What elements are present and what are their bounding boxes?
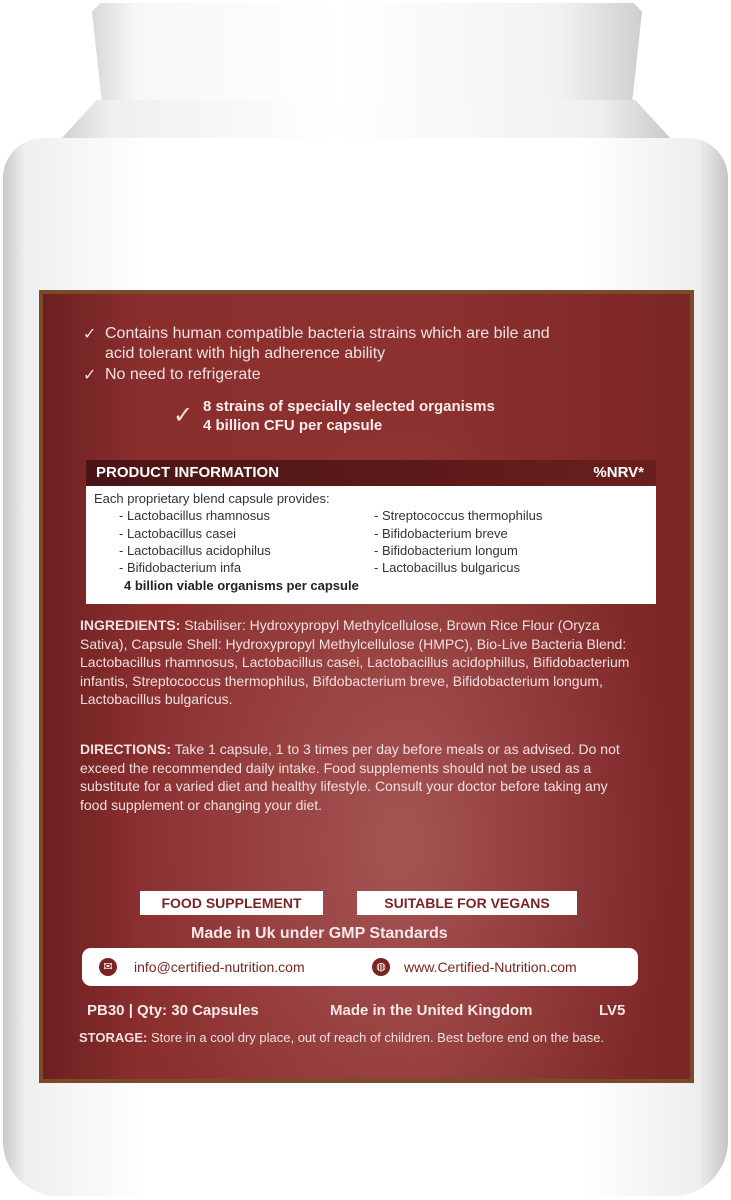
vegan-badge: SUITABLE FOR VEGANS [357, 891, 577, 915]
check-icon: ✓ [83, 326, 97, 343]
strain-right: - Bifidobacterium longum [374, 543, 518, 558]
strain-right: - Lactobacillus bulgaricus [374, 560, 520, 575]
email-icon: ✉ [99, 958, 117, 976]
strain-left: - Bifidobacterium infa [119, 560, 242, 575]
storage-section [79, 1029, 679, 1047]
storage-label: STORAGE: [79, 1030, 148, 1045]
product-information-table [86, 460, 656, 604]
contact-website[interactable]: www.Certified-Nutrition.com [404, 959, 577, 975]
strain-right: - Bifidobacterium breve [374, 526, 508, 541]
made-in-uk: Made in the United Kingdom [330, 1002, 533, 1019]
directions-text: Take 1 capsule, 1 to 3 times per day before meals or as advised. Do not exceed the recommended daily intake. Food supplements should not be used as a substitute for a varied diet and healthy lifestyle. Consult your doctor before taking any food supplement or changing your diet. [80, 741, 620, 813]
nrv-label: %NRV* [593, 464, 644, 481]
ingredients-text: Stabiliser: Hydroxypropyl Methylcellulose, Brown Rice Flour (Oryza Sativa), Capsule Shell: Hydroxypropyl Methylcellulose (HMPC), Bio-Live Bacteria Blend: Lactobacillus rhamnosus, Lactobacillus casei, Lactobacillus acidophillus, Bifidobacterium infantis, Streptococcus thermophilus, Bifdobacterium breve, Bifidobacterium longum, Lactobacillus bulgaricus. [80, 617, 630, 708]
strain-right: - Streptococcus thermophilus [374, 508, 543, 523]
contact-email[interactable]: info@certified-nutrition.com [134, 959, 305, 975]
strain-left: - Lactobacillus casei [119, 526, 237, 541]
gmp-statement: Made in Uk under GMP Standards [191, 925, 448, 942]
product-information-title: PRODUCT INFORMATION [96, 464, 280, 481]
product-code-qty: PB30 | Qty: 30 Capsules [87, 1002, 259, 1019]
lot-code: LV5 [599, 1002, 626, 1019]
benefit-line-1: Contains human compatible bacteria strains which are bile and [105, 325, 550, 342]
check-icon: ✓ [83, 367, 97, 384]
food-supplement-badge: FOOD SUPPLEMENT [140, 891, 323, 915]
total-organisms: 4 billion viable organisms per capsule [124, 578, 359, 593]
directions-label: DIRECTIONS: [80, 741, 171, 757]
ingredients-section [80, 616, 630, 709]
benefit-line-3: No need to refrigerate [105, 366, 261, 383]
globe-icon: ◍ [372, 958, 390, 976]
blend-intro: Each proprietary blend capsule provides: [94, 491, 330, 506]
strain-left: - Lactobacillus rhamnosus [119, 508, 271, 523]
strain-left: - Lactobacillus acidophilus [119, 543, 271, 558]
product-label [39, 290, 694, 1083]
highlight-strains: 8 strains of specially selected organisms [203, 398, 495, 415]
storage-text: Store in a cool dry place, out of reach of children. Best before end on the base. [147, 1030, 605, 1045]
benefit-line-2: acid tolerant with high adherence ability [105, 345, 386, 362]
bottle-neck [60, 100, 672, 140]
product-information-header [86, 460, 656, 486]
directions-section [80, 740, 632, 814]
bottle-cap [92, 3, 642, 113]
ingredients-label: INGREDIENTS: [80, 617, 181, 633]
highlight-cfu: 4 billion CFU per capsule [203, 417, 383, 434]
check-icon: ✓ [173, 402, 194, 429]
contact-bar [82, 948, 638, 986]
